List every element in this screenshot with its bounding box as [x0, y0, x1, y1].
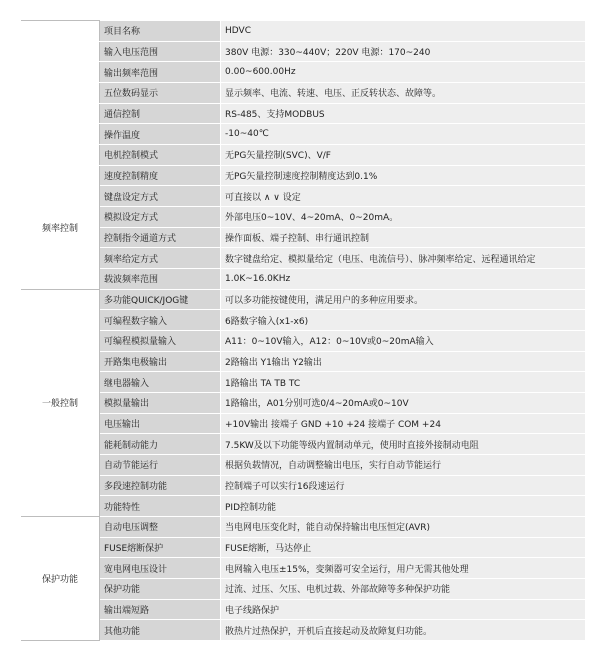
- spec-name: 输出端短路: [100, 599, 221, 620]
- table-row: [21, 475, 585, 496]
- spec-name: 电压输出: [100, 413, 221, 434]
- spec-value: 无PG矢量控制(SVC)、V/F: [221, 145, 586, 166]
- spec-value: 可以多功能按键使用，满足用户的多种应用要求。: [221, 289, 586, 310]
- category-protection: 保护功能: [21, 517, 100, 641]
- spec-value: RS-485、支持MODBUS: [221, 103, 586, 124]
- spec-value: 1.0K~16.0KHz: [221, 269, 586, 290]
- table-row: [21, 227, 585, 248]
- spec-value: HDVC: [221, 21, 586, 42]
- spec-table: [21, 20, 585, 641]
- spec-value: 1路输出，A01分别可选0/4~20mA或0~10V: [221, 393, 586, 414]
- spec-name: 自动节能运行: [100, 455, 221, 476]
- table-row: [21, 310, 585, 331]
- spec-value: 数字键盘给定、模拟量给定（电压、电流信号）、脉冲频率给定、远程通讯给定: [221, 248, 586, 269]
- spec-value: A11：0~10V输入，A12：0~10V或0~20mA输入: [221, 331, 586, 352]
- spec-name: 能耗制动能力: [100, 434, 221, 455]
- spec-name: 开路集电极输出: [100, 351, 221, 372]
- spec-name: 电机控制模式: [100, 145, 221, 166]
- table-row: [21, 83, 585, 104]
- table-row: [21, 207, 585, 228]
- spec-value: +10V输出 接端子 GND +10 +24 接端子 COM +24: [221, 413, 586, 434]
- table-row: [21, 517, 585, 538]
- spec-value: 1路输出 TA TB TC: [221, 372, 586, 393]
- spec-name: 宽电网电压设计: [100, 558, 221, 579]
- table-row: [21, 496, 585, 517]
- spec-name: 通信控制: [100, 103, 221, 124]
- spec-value: 外部电压0~10V、4~20mA、0~20mA。: [221, 207, 586, 228]
- spec-value: 电网输入电压±15%，变频器可安全运行，用户无需其他处理: [221, 558, 586, 579]
- table-row: [21, 413, 585, 434]
- spec-name: 速度控制精度: [100, 165, 221, 186]
- category-cell: [21, 145, 100, 166]
- table-row: [21, 599, 585, 620]
- spec-name: 多段速控制功能: [100, 475, 221, 496]
- spec-name: 输出频率范围: [100, 62, 221, 83]
- spec-name: 载波频率范围: [100, 269, 221, 290]
- spec-name: 多功能QUICK/JOG键: [100, 289, 221, 310]
- table-row: [21, 124, 585, 145]
- table-row: [21, 558, 585, 579]
- table-row: [21, 41, 585, 62]
- table-row: [21, 103, 585, 124]
- table-row: [21, 331, 585, 352]
- spec-name: 模拟量输出: [100, 393, 221, 414]
- table-row: [21, 372, 585, 393]
- table-row: [21, 165, 585, 186]
- spec-name: 其他功能: [100, 620, 221, 641]
- table-row: [21, 455, 585, 476]
- table-row: [21, 145, 585, 166]
- spec-name: 保护功能: [100, 579, 221, 600]
- spec-value: 根据负载情况，自动调整输出电压，实行自动节能运行: [221, 455, 586, 476]
- category-cell: [21, 83, 100, 104]
- table-row: [21, 579, 585, 600]
- spec-value: FUSE熔断，马达停止: [221, 537, 586, 558]
- spec-value: 过流、过压、欠压、电机过载、外部故障等多种保护功能: [221, 579, 586, 600]
- spec-value: 0.00~600.00Hz: [221, 62, 586, 83]
- spec-name: 可编程模拟量输入: [100, 331, 221, 352]
- table-row: [21, 434, 585, 455]
- spec-name: 可编程数字输入: [100, 310, 221, 331]
- spec-value: 7.5KW及以下功能等级内置制动单元，使用时直接外接制动电阻: [221, 434, 586, 455]
- table-row: [21, 21, 585, 42]
- spec-name: 继电器输入: [100, 372, 221, 393]
- spec-name: 功能特性: [100, 496, 221, 517]
- table-row: [21, 351, 585, 372]
- table-row: [21, 537, 585, 558]
- table-row: [21, 289, 585, 310]
- spec-name: 输入电压范围: [100, 41, 221, 62]
- spec-value: 无PG矢量控制速度控制精度达到0.1%: [221, 165, 586, 186]
- spec-name: 操作温度: [100, 124, 221, 145]
- spec-name: 自动电压调整: [100, 517, 221, 538]
- spec-name: 模拟设定方式: [100, 207, 221, 228]
- spec-value: 当电网电压变化时，能自动保持输出电压恒定(AVR): [221, 517, 586, 538]
- category-general-control: 一般控制: [21, 289, 100, 516]
- spec-value: 可直接以 ∧ ∨ 设定: [221, 186, 586, 207]
- spec-value: -10~40℃: [221, 124, 586, 145]
- spec-value: 操作面板、端子控制、串行通讯控制: [221, 227, 586, 248]
- spec-value: 电子线路保护: [221, 599, 586, 620]
- spec-name: 项目名称: [100, 21, 221, 42]
- category-cell: [21, 103, 100, 124]
- spec-name: FUSE熔断保护: [100, 537, 221, 558]
- spec-value: 控制端子可以实行16段速运行: [221, 475, 586, 496]
- spec-name: 键盘设定方式: [100, 186, 221, 207]
- category-frequency-control: 频率控制: [21, 165, 100, 289]
- spec-value: 6路数字输入(x1-x6): [221, 310, 586, 331]
- table-row: [21, 269, 585, 290]
- table-row: [21, 248, 585, 269]
- table-row: [21, 620, 585, 641]
- table-row: [21, 62, 585, 83]
- spec-value: 2路输出 Y1输出 Y2输出: [221, 351, 586, 372]
- category-cell: [21, 21, 100, 42]
- spec-name: 频率给定方式: [100, 248, 221, 269]
- category-cell: [21, 41, 100, 62]
- spec-value: PID控制功能: [221, 496, 586, 517]
- spec-name: 五位数码显示: [100, 83, 221, 104]
- table-row: [21, 186, 585, 207]
- category-cell: [21, 124, 100, 145]
- spec-value: 显示频率、电流、转速、电压、正反转状态、故障等。: [221, 83, 586, 104]
- spec-name: 控制指令通道方式: [100, 227, 221, 248]
- spec-value: 380V 电源：330~440V；220V 电源：170~240: [221, 41, 586, 62]
- category-cell: [21, 62, 100, 83]
- spec-value: 散热片过热保护，开机后直接起动及故障复归功能。: [221, 620, 586, 641]
- table-row: [21, 393, 585, 414]
